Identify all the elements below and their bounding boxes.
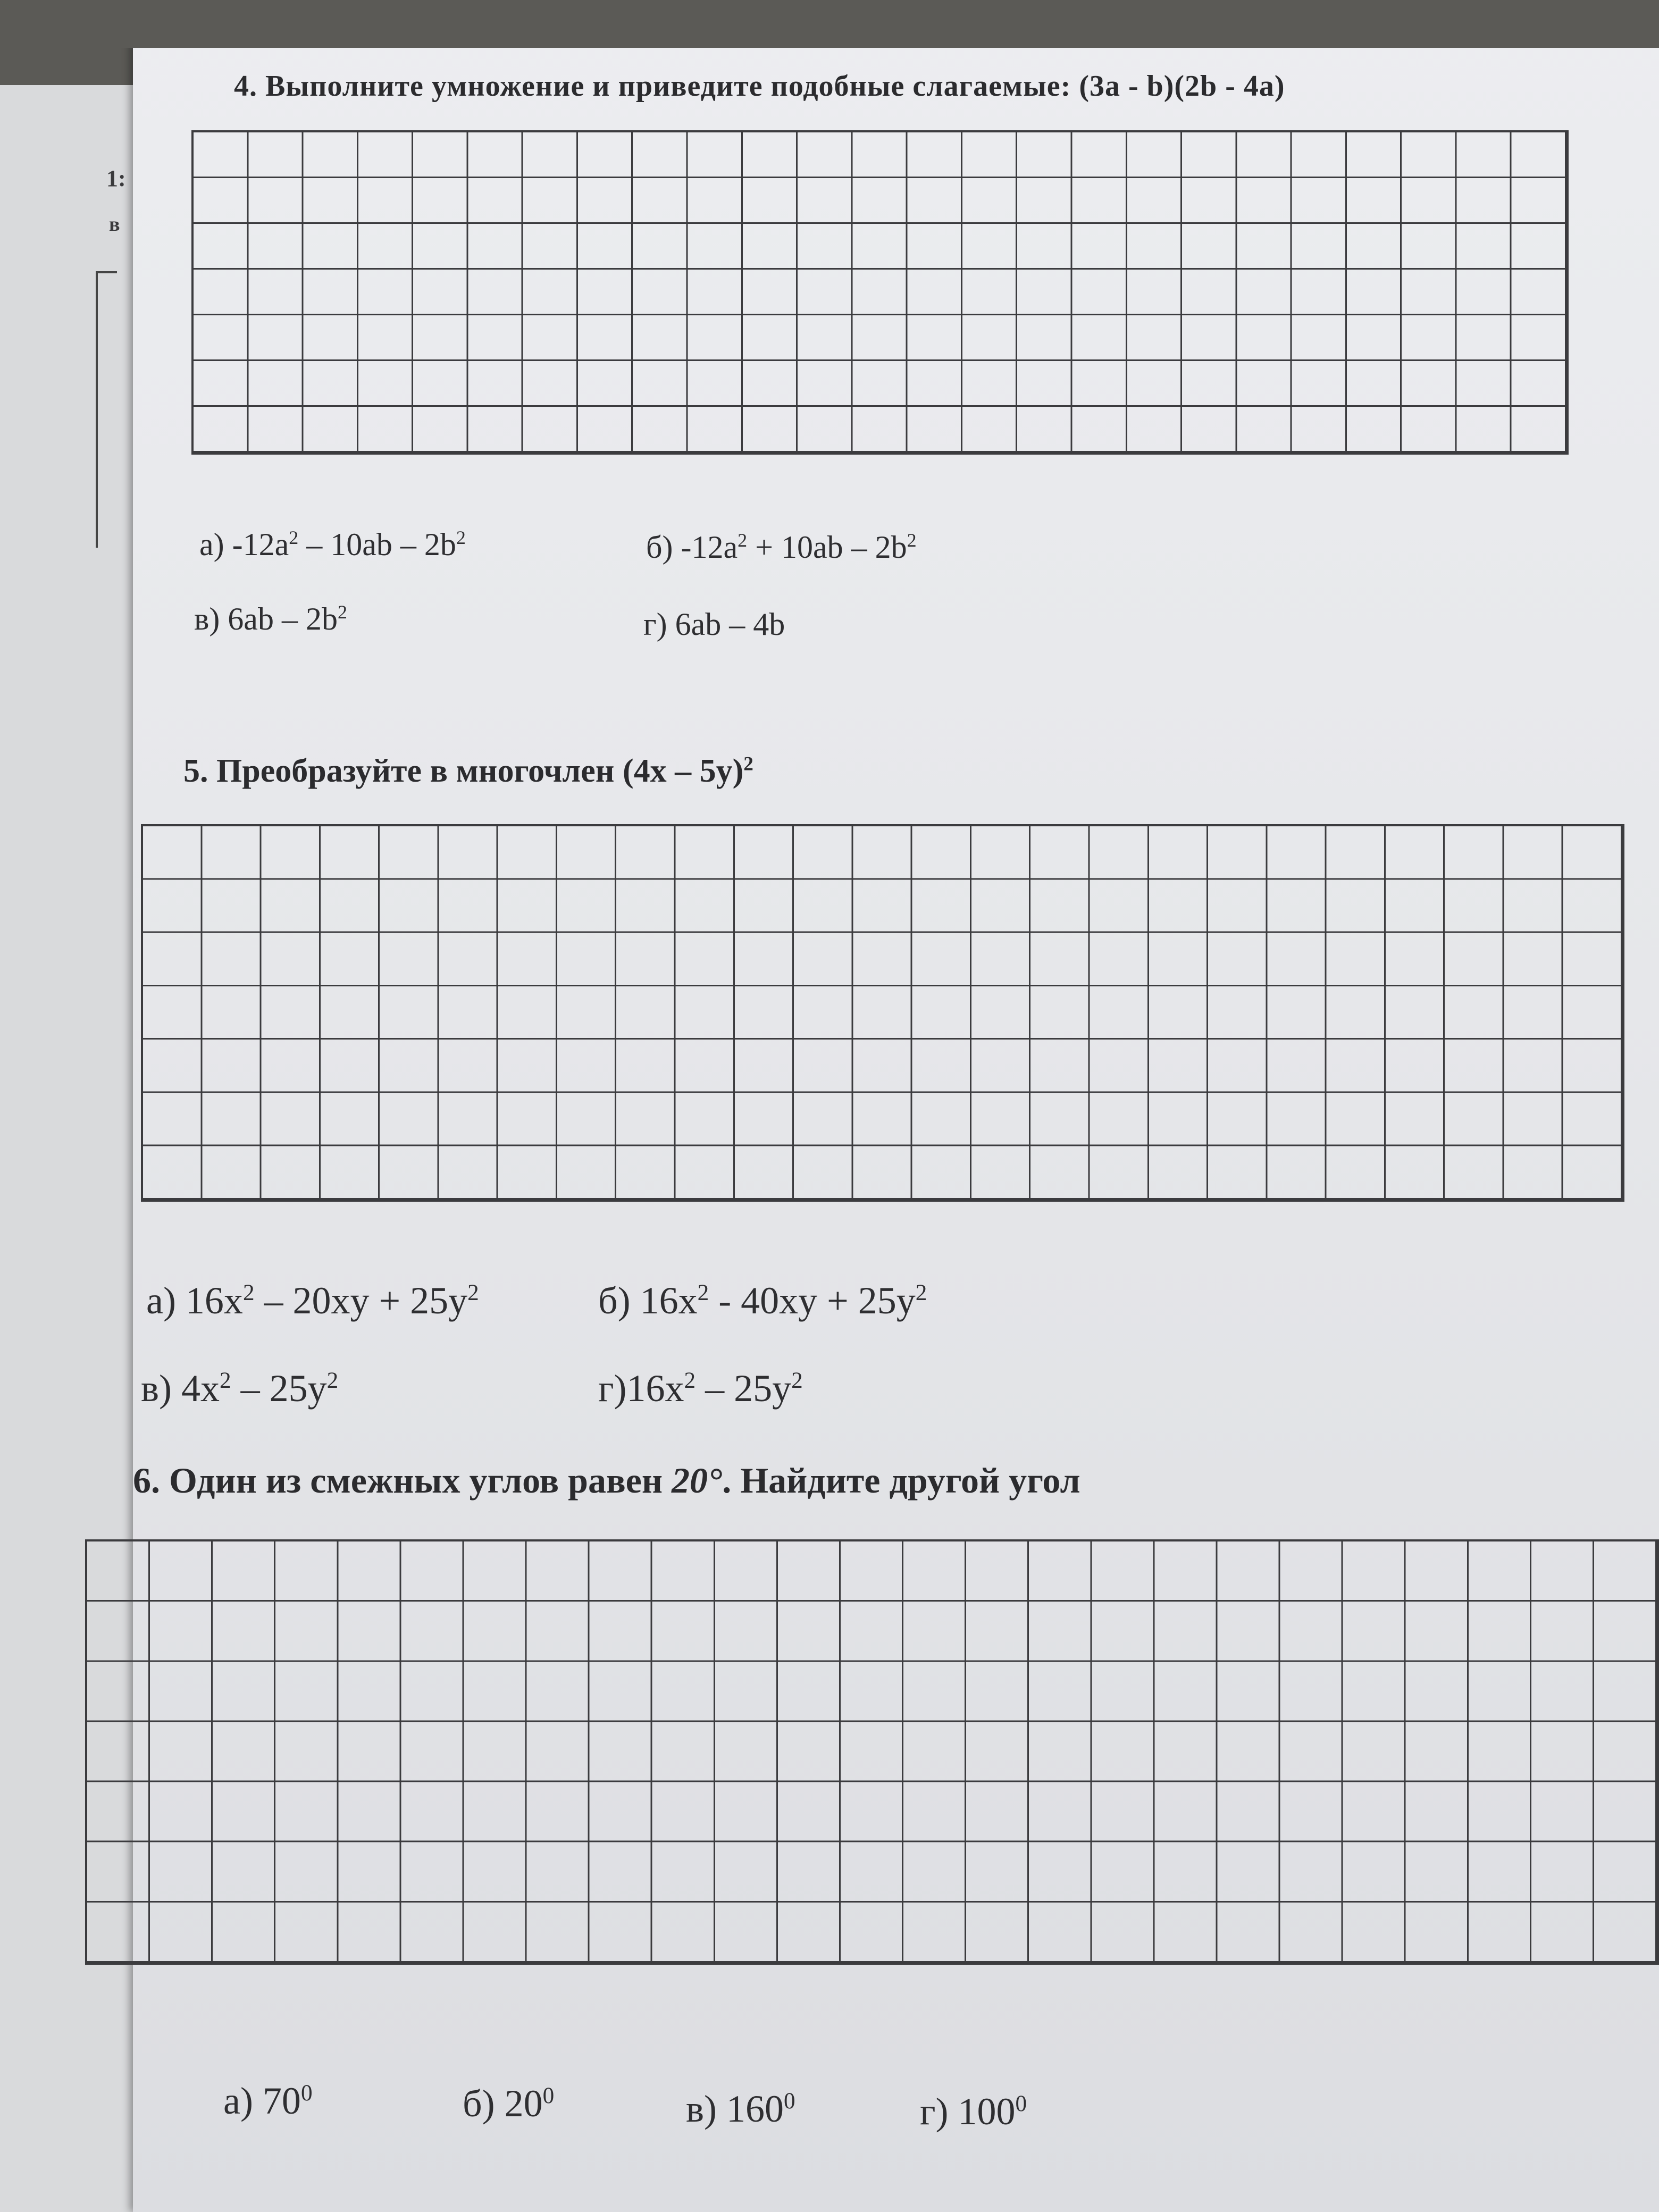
- option-exponent: 2: [791, 1368, 803, 1393]
- question-5-option-d[interactable]: [598, 1367, 803, 1411]
- option-text: в) 6ab – 2b: [194, 601, 338, 636]
- question-6-heading: [133, 1460, 1080, 1502]
- option-exponent: 2: [337, 601, 347, 623]
- option-exponent: 2: [467, 1280, 479, 1305]
- question-5-heading: [183, 752, 753, 790]
- question-5-answer-grid[interactable]: [141, 824, 1624, 1202]
- question-4-option-b[interactable]: [646, 529, 917, 566]
- question-4-heading: 4. Выполните умножение и приведите подобные слагаемые: (3а - b)(2b - 4a): [234, 70, 1285, 103]
- option-exponent: 2: [907, 530, 917, 551]
- option-exponent: 2: [738, 530, 748, 551]
- option-text: в) 4x: [141, 1367, 220, 1410]
- option-text: г) 6ab – 4b: [643, 607, 785, 642]
- option-text: а) -12a: [199, 527, 289, 562]
- back-sheet-fragment: в: [109, 213, 120, 236]
- option-exponent: 0: [783, 2089, 795, 2114]
- option-text: г) 100: [920, 2090, 1016, 2133]
- back-sheet-line: [96, 271, 117, 273]
- question-6-option-d[interactable]: [920, 2090, 1027, 2134]
- question-6-option-a[interactable]: [223, 2079, 313, 2123]
- option-exponent: 0: [542, 2083, 555, 2108]
- option-text: г)16x: [598, 1367, 684, 1410]
- option-text: – 25y: [231, 1367, 327, 1410]
- question-5-heading-text: 5. Преобразуйте в многочлен (4х – 5у): [183, 753, 744, 789]
- question-5-option-c[interactable]: [141, 1367, 338, 1411]
- back-sheet-fragment: 1:: [106, 165, 126, 191]
- question-6-heading-text: 6. Один из смежных углов равен: [133, 1460, 672, 1501]
- question-6-angle: 20°: [672, 1460, 723, 1501]
- option-exponent: 2: [326, 1368, 339, 1393]
- option-text: – 10ab – 2b: [298, 527, 456, 562]
- option-exponent: 2: [219, 1368, 231, 1393]
- option-exponent: 2: [697, 1280, 709, 1305]
- question-5-option-a[interactable]: [146, 1279, 479, 1323]
- option-text: в) 160: [686, 2088, 784, 2130]
- question-6-option-b[interactable]: [463, 2082, 554, 2126]
- option-text: а) 16x: [146, 1279, 243, 1322]
- option-text: – 20xy + 25y: [254, 1279, 468, 1322]
- page-top-shadow: [0, 0, 1659, 48]
- option-exponent: 0: [300, 2081, 313, 2106]
- question-4-option-d[interactable]: [643, 606, 785, 643]
- question-4-option-c[interactable]: [194, 601, 347, 638]
- question-6-option-c[interactable]: [686, 2087, 795, 2131]
- option-text: - 40xy + 25y: [709, 1279, 916, 1322]
- option-text: б) -12a: [646, 530, 738, 565]
- back-sheet-line: [96, 271, 98, 548]
- option-text: а) 70: [223, 2080, 301, 2122]
- option-exponent: 2: [684, 1368, 696, 1393]
- question-4-option-a[interactable]: [199, 526, 466, 563]
- option-text: – 25y: [696, 1367, 792, 1410]
- option-exponent: 2: [915, 1280, 927, 1305]
- option-exponent: 2: [456, 527, 466, 548]
- option-text: б) 16x: [598, 1279, 698, 1322]
- question-5-option-b[interactable]: [598, 1279, 927, 1323]
- option-text: + 10ab – 2b: [747, 530, 907, 565]
- option-exponent: 0: [1015, 2091, 1027, 2116]
- option-text: б) 20: [463, 2082, 543, 2125]
- option-exponent: 2: [242, 1280, 255, 1305]
- question-4-answer-grid[interactable]: [191, 130, 1569, 455]
- question-6-heading-text: . Найдите другой угол: [722, 1460, 1080, 1501]
- question-5-heading-exponent: 2: [743, 753, 753, 775]
- option-exponent: 2: [289, 527, 299, 548]
- question-6-answer-grid[interactable]: [85, 1539, 1659, 1965]
